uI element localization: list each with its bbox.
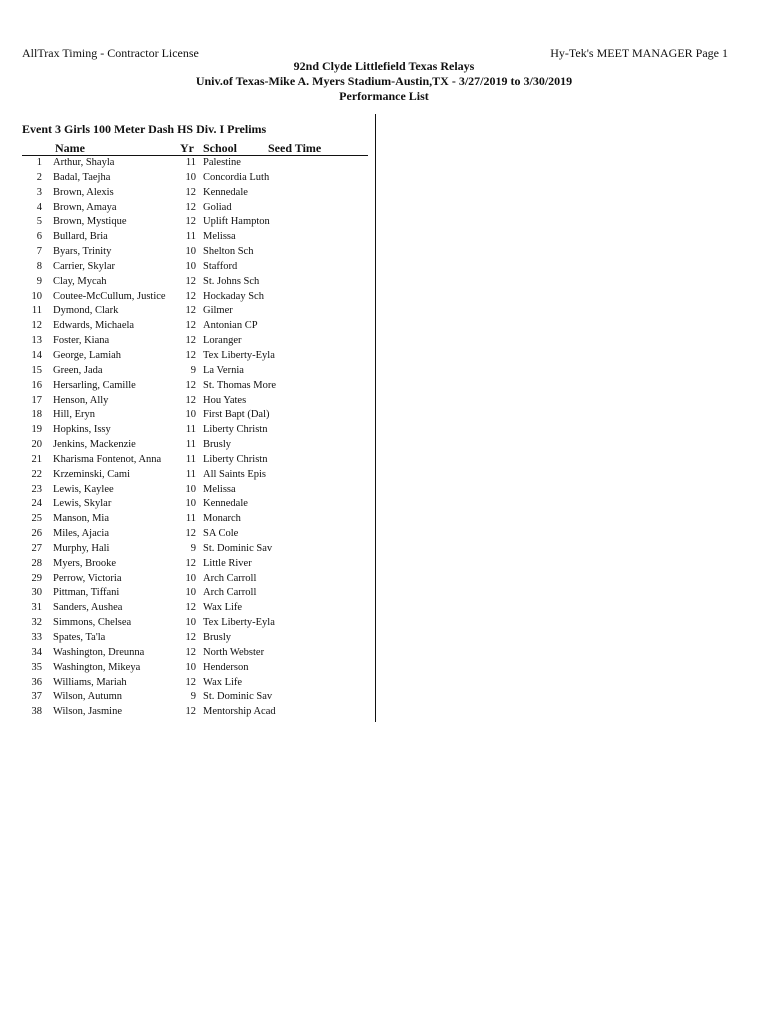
athlete-year: 12 <box>185 394 196 406</box>
athlete-school: St. Dominic Sav <box>203 691 273 703</box>
athlete-year: 12 <box>185 557 196 569</box>
entry-row <box>0 260 370 275</box>
athlete-year: 11 <box>185 439 196 451</box>
athlete-name: Manson, Mia <box>53 513 109 525</box>
entry-number: 26 <box>31 528 42 540</box>
entry-row <box>0 557 370 572</box>
entry-row <box>0 230 370 245</box>
entry-row <box>0 394 370 409</box>
athlete-name: Murphy, Hali <box>53 542 110 554</box>
entry-row <box>0 483 370 498</box>
entry-row <box>0 304 370 319</box>
athlete-name: George, Lamiah <box>53 349 122 361</box>
athlete-year: 10 <box>185 572 196 584</box>
entry-number: 33 <box>31 632 42 643</box>
athlete-school: Shelton Sch <box>203 246 254 258</box>
athlete-name: Arthur, Shayla <box>53 157 115 168</box>
athlete-name: Lewis, Skylar <box>53 498 112 510</box>
header-right-text: Hy-Tek's MEET MANAGER Page 1 <box>550 46 728 60</box>
entry-number: 23 <box>31 483 42 495</box>
entry-number: 37 <box>31 691 42 703</box>
meet-venue: Univ.of Texas-Mike A. Myers Stadium-Austin,TX - 3/27/2019 to 3/30/2019 <box>195 74 573 88</box>
entry-number: 34 <box>31 646 42 658</box>
athlete-year: 10 <box>185 661 196 673</box>
column-header-seed-time: Seed Time <box>268 141 322 155</box>
athlete-year: 10 <box>185 171 196 183</box>
entry-number: 2 <box>36 171 42 183</box>
entry-number: 14 <box>31 349 42 361</box>
athlete-name: Clay, Mycah <box>53 275 107 287</box>
report-titles <box>0 59 768 104</box>
entry-row <box>0 156 370 171</box>
entry-number: 24 <box>31 498 42 510</box>
entry-row <box>0 705 370 720</box>
entry-row <box>0 408 370 423</box>
athlete-year: 11 <box>185 157 196 168</box>
athlete-year: 10 <box>185 587 196 599</box>
athlete-school: Wax Life <box>203 676 243 688</box>
event-title: Event 3 Girls 100 Meter Dash HS Div. I Prelims <box>22 122 267 136</box>
entry-row <box>0 690 370 705</box>
entry-row <box>0 676 370 691</box>
athlete-name: Washington, Mikeya <box>53 661 141 673</box>
athlete-name: Pittman, Tiffani <box>53 587 120 599</box>
entry-number: 7 <box>36 246 42 258</box>
athlete-name: Wilson, Jasmine <box>53 706 122 718</box>
athlete-year: 10 <box>185 246 196 258</box>
athlete-year: 11 <box>185 453 196 465</box>
athlete-year: 12 <box>185 632 196 643</box>
entry-number: 12 <box>31 320 42 332</box>
entry-number: 20 <box>31 439 42 451</box>
athlete-school: Arch Carroll <box>203 572 257 584</box>
entry-number: 32 <box>31 617 42 629</box>
athlete-school: Liberty Christn <box>203 453 268 465</box>
athlete-school: Goliad <box>203 201 232 213</box>
entry-row <box>0 245 370 260</box>
athlete-year: 10 <box>185 617 196 629</box>
entry-row <box>0 572 370 587</box>
entry-row <box>0 201 370 216</box>
athlete-school: Kennedale <box>203 498 248 510</box>
entry-row <box>0 379 370 394</box>
entry-number: 10 <box>31 290 42 302</box>
athlete-name: Bullard, Bria <box>53 231 108 243</box>
athlete-school: All Saints Epis <box>203 468 267 480</box>
meet-title: 92nd Clyde Littlefield Texas Relays <box>293 59 475 73</box>
athlete-year: 12 <box>185 201 196 213</box>
athlete-year: 9 <box>190 542 196 554</box>
entry-row <box>0 646 370 661</box>
athlete-year: 12 <box>185 676 196 688</box>
athlete-school: Brusly <box>203 439 232 451</box>
athlete-name: Badal, Taejha <box>53 171 111 183</box>
athlete-name: Sanders, Aushea <box>53 602 123 614</box>
entry-row <box>0 290 370 305</box>
athlete-name: Coutee-McCullum, Justice <box>53 290 166 302</box>
athlete-school: Tex Liberty-Eyla <box>203 349 275 361</box>
entry-number: 13 <box>31 335 42 347</box>
athlete-name: Hersarling, Camille <box>53 379 136 391</box>
entry-number: 17 <box>31 394 42 406</box>
athlete-year: 12 <box>185 275 196 287</box>
entry-number: 8 <box>36 260 42 272</box>
athlete-name: Dymond, Clark <box>53 305 119 317</box>
entry-number: 25 <box>31 513 42 525</box>
athlete-name: Krzeminski, Cami <box>53 468 130 480</box>
athlete-name: Jenkins, Mackenzie <box>53 439 136 451</box>
entry-row <box>0 631 370 646</box>
athlete-year: 9 <box>190 364 196 376</box>
athlete-school: Melissa <box>203 231 236 243</box>
athlete-name: Foster, Kiana <box>53 335 110 347</box>
athlete-school: North Webster <box>203 646 265 658</box>
column-header-name: Name <box>55 141 85 155</box>
entry-row <box>0 334 370 349</box>
athlete-name: Simmons, Chelsea <box>53 617 132 629</box>
athlete-name: Perrow, Victoria <box>53 572 122 584</box>
entry-row <box>0 438 370 453</box>
athlete-school: Henderson <box>203 661 249 673</box>
athlete-year: 12 <box>185 349 196 361</box>
athlete-school: Wax Life <box>203 602 243 614</box>
athlete-school: Hou Yates <box>203 394 247 406</box>
athlete-year: 10 <box>185 260 196 272</box>
athlete-year: 12 <box>185 186 196 198</box>
athlete-school: Uplift Hampton <box>203 216 270 228</box>
entry-number: 31 <box>31 602 42 614</box>
athlete-year: 11 <box>185 468 196 480</box>
column-header-school: School <box>203 141 238 155</box>
entry-row <box>0 616 370 631</box>
column-header-yr: Yr <box>180 141 194 155</box>
entry-row <box>0 542 370 557</box>
entry-number: 3 <box>36 186 42 198</box>
athlete-name: Miles, Ajacia <box>53 528 109 540</box>
entry-row <box>0 186 370 201</box>
entry-row <box>0 215 370 230</box>
entry-number: 11 <box>31 305 42 317</box>
athlete-name: Lewis, Kaylee <box>53 483 114 495</box>
entry-number: 28 <box>31 557 42 569</box>
entry-number: 38 <box>31 706 42 718</box>
entry-number: 36 <box>31 676 42 688</box>
athlete-school: St. Dominic Sav <box>203 542 273 554</box>
entry-row <box>0 468 370 483</box>
athlete-name: Brown, Alexis <box>53 186 114 198</box>
athlete-school: Palestine <box>203 157 241 168</box>
athlete-school: First Bapt (Dal) <box>203 409 270 421</box>
entry-row <box>0 661 370 676</box>
athlete-name: Hill, Eryn <box>53 409 95 421</box>
athlete-year: 12 <box>185 216 196 228</box>
athlete-school: Tex Liberty-Eyla <box>203 617 275 629</box>
athlete-year: 12 <box>185 602 196 614</box>
entry-row <box>0 601 370 616</box>
entry-number: 15 <box>31 364 42 376</box>
entry-row <box>0 586 370 601</box>
athlete-year: 12 <box>185 379 196 391</box>
entry-number: 9 <box>36 275 42 287</box>
entry-number: 30 <box>31 587 42 599</box>
athlete-school: St. Johns Sch <box>203 275 260 287</box>
athlete-school: Brusly <box>203 632 232 643</box>
entry-number: 5 <box>36 216 42 228</box>
column-divider <box>375 114 376 722</box>
entry-number: 27 <box>31 542 42 554</box>
entry-number: 22 <box>31 468 42 480</box>
athlete-year: 12 <box>185 646 196 658</box>
athlete-school: Gilmer <box>203 305 233 317</box>
athlete-school: Monarch <box>203 513 241 525</box>
athlete-name: Myers, Brooke <box>53 557 116 569</box>
entry-row <box>0 364 370 379</box>
athlete-school: Hockaday Sch <box>203 290 264 302</box>
athlete-name: Kharisma Fontenot, Anna <box>53 453 162 465</box>
entry-number: 1 <box>36 157 42 168</box>
entry-number: 18 <box>31 409 42 421</box>
athlete-year: 12 <box>185 320 196 332</box>
entry-number: 4 <box>36 201 42 213</box>
athlete-school: Loranger <box>203 335 242 347</box>
report-name: Performance List <box>339 89 429 103</box>
entry-row <box>0 275 370 290</box>
athlete-year: 12 <box>185 335 196 347</box>
entry-row <box>0 512 370 527</box>
entry-row <box>0 171 370 186</box>
athlete-school: Liberty Christn <box>203 424 268 436</box>
athlete-school: Stafford <box>203 260 238 272</box>
entry-number: 6 <box>36 231 42 243</box>
athlete-year: 11 <box>185 424 196 436</box>
athlete-year: 10 <box>185 409 196 421</box>
athlete-year: 12 <box>185 528 196 540</box>
athlete-school: SA Cole <box>203 528 239 540</box>
athlete-school: Melissa <box>203 483 236 495</box>
entry-number: 19 <box>31 424 42 436</box>
athlete-year: 11 <box>185 231 196 243</box>
entry-number: 29 <box>31 572 42 584</box>
athlete-name: Washington, Dreunna <box>53 646 145 658</box>
athlete-school: St. Thomas More <box>203 379 277 391</box>
athlete-name: Byars, Trinity <box>53 246 112 258</box>
entry-row <box>0 497 370 512</box>
athlete-year: 12 <box>185 290 196 302</box>
athlete-year: 9 <box>190 691 196 703</box>
athlete-name: Hopkins, Issy <box>53 424 111 436</box>
athlete-name: Brown, Mystique <box>53 216 127 228</box>
entry-row <box>0 527 370 542</box>
entry-number: 16 <box>31 379 42 391</box>
athlete-year: 12 <box>185 706 196 718</box>
athlete-school: La Vernia <box>203 364 244 376</box>
athlete-school: Mentorship Acad <box>203 706 276 718</box>
athlete-year: 11 <box>185 513 196 525</box>
entry-list <box>0 156 370 720</box>
entry-number: 35 <box>31 661 42 673</box>
athlete-name: Edwards, Michaela <box>53 320 135 332</box>
athlete-school: Kennedale <box>203 186 248 198</box>
entry-row <box>0 453 370 468</box>
athlete-school: Little River <box>203 557 252 569</box>
entry-row <box>0 319 370 334</box>
athlete-name: Wilson, Autumn <box>53 691 122 703</box>
athlete-name: Spates, Ta'la <box>53 632 106 643</box>
athlete-year: 10 <box>185 498 196 510</box>
athlete-name: Carrier, Skylar <box>53 260 115 272</box>
athlete-year: 12 <box>185 305 196 317</box>
athlete-name: Brown, Amaya <box>53 201 117 213</box>
athlete-name: Green, Jada <box>53 364 103 376</box>
entry-number: 21 <box>31 453 42 465</box>
athlete-year: 10 <box>185 483 196 495</box>
athlete-name: Williams, Mariah <box>53 676 127 688</box>
athlete-school: Arch Carroll <box>203 587 257 599</box>
header-left-text: AllTrax Timing - Contractor License <box>22 46 199 60</box>
athlete-name: Henson, Ally <box>53 394 109 406</box>
athlete-school: Antonian CP <box>203 320 258 332</box>
athlete-school: Concordia Luth <box>203 171 270 183</box>
entry-row <box>0 349 370 364</box>
entry-row <box>0 423 370 438</box>
